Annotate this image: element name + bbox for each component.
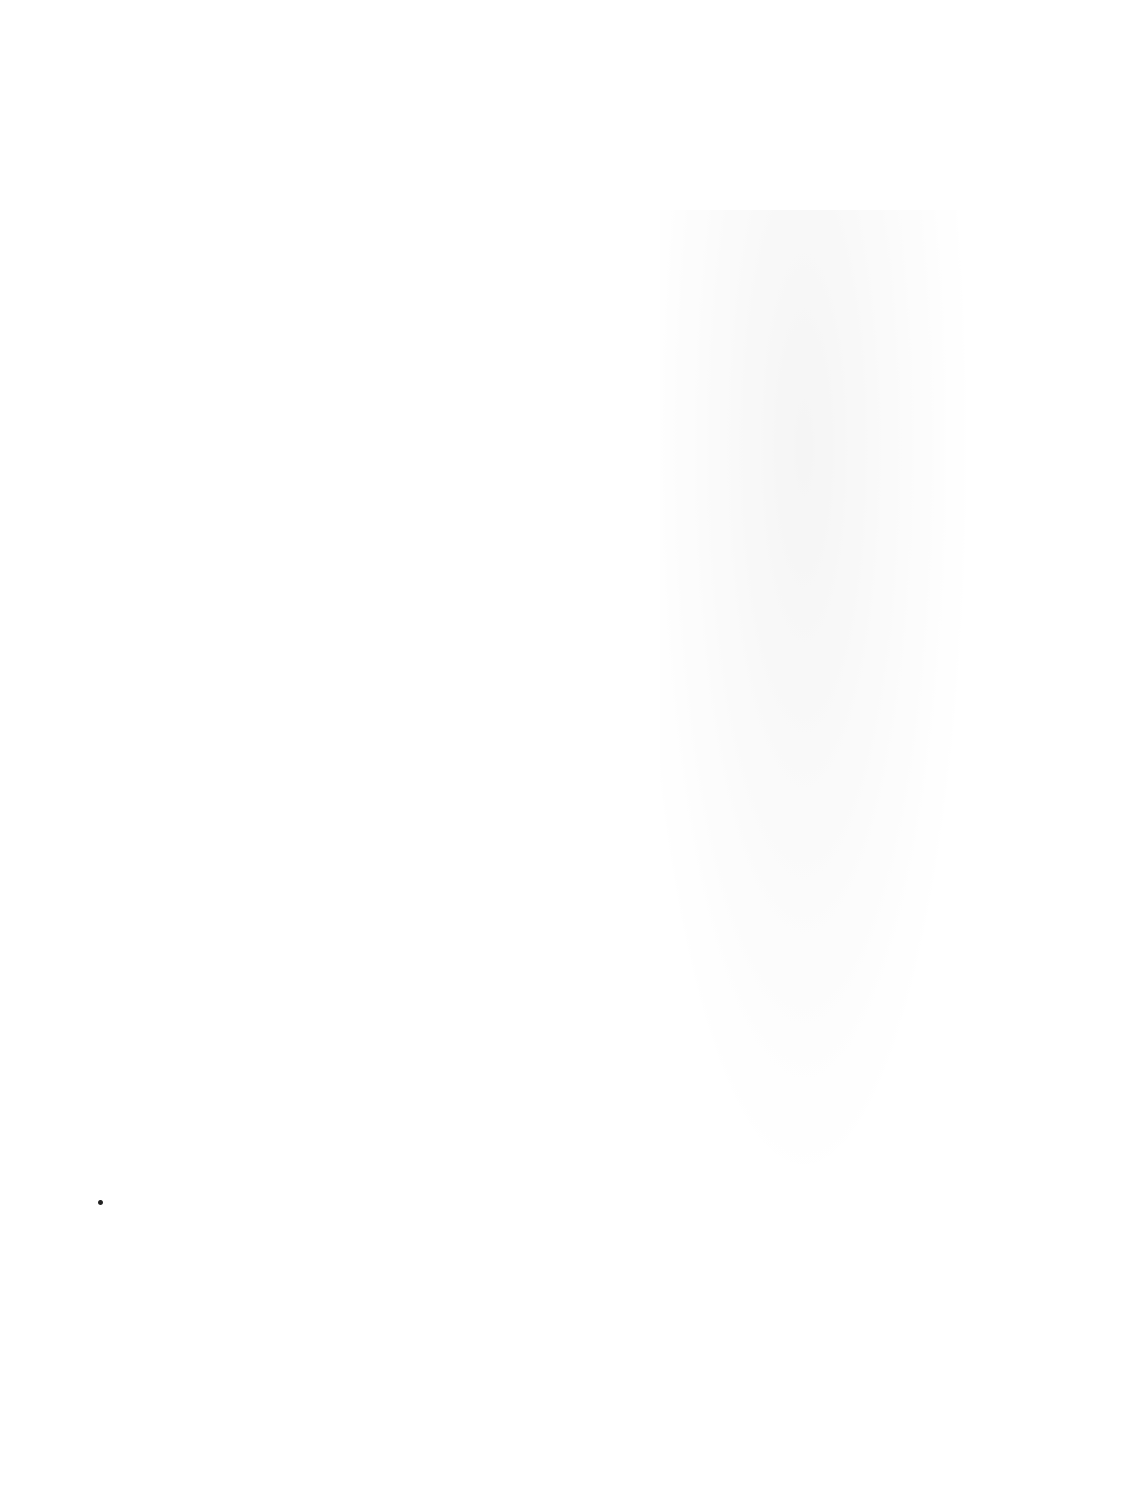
margin-dot [98, 1200, 103, 1205]
show-through-illustration [660, 210, 1020, 1400]
